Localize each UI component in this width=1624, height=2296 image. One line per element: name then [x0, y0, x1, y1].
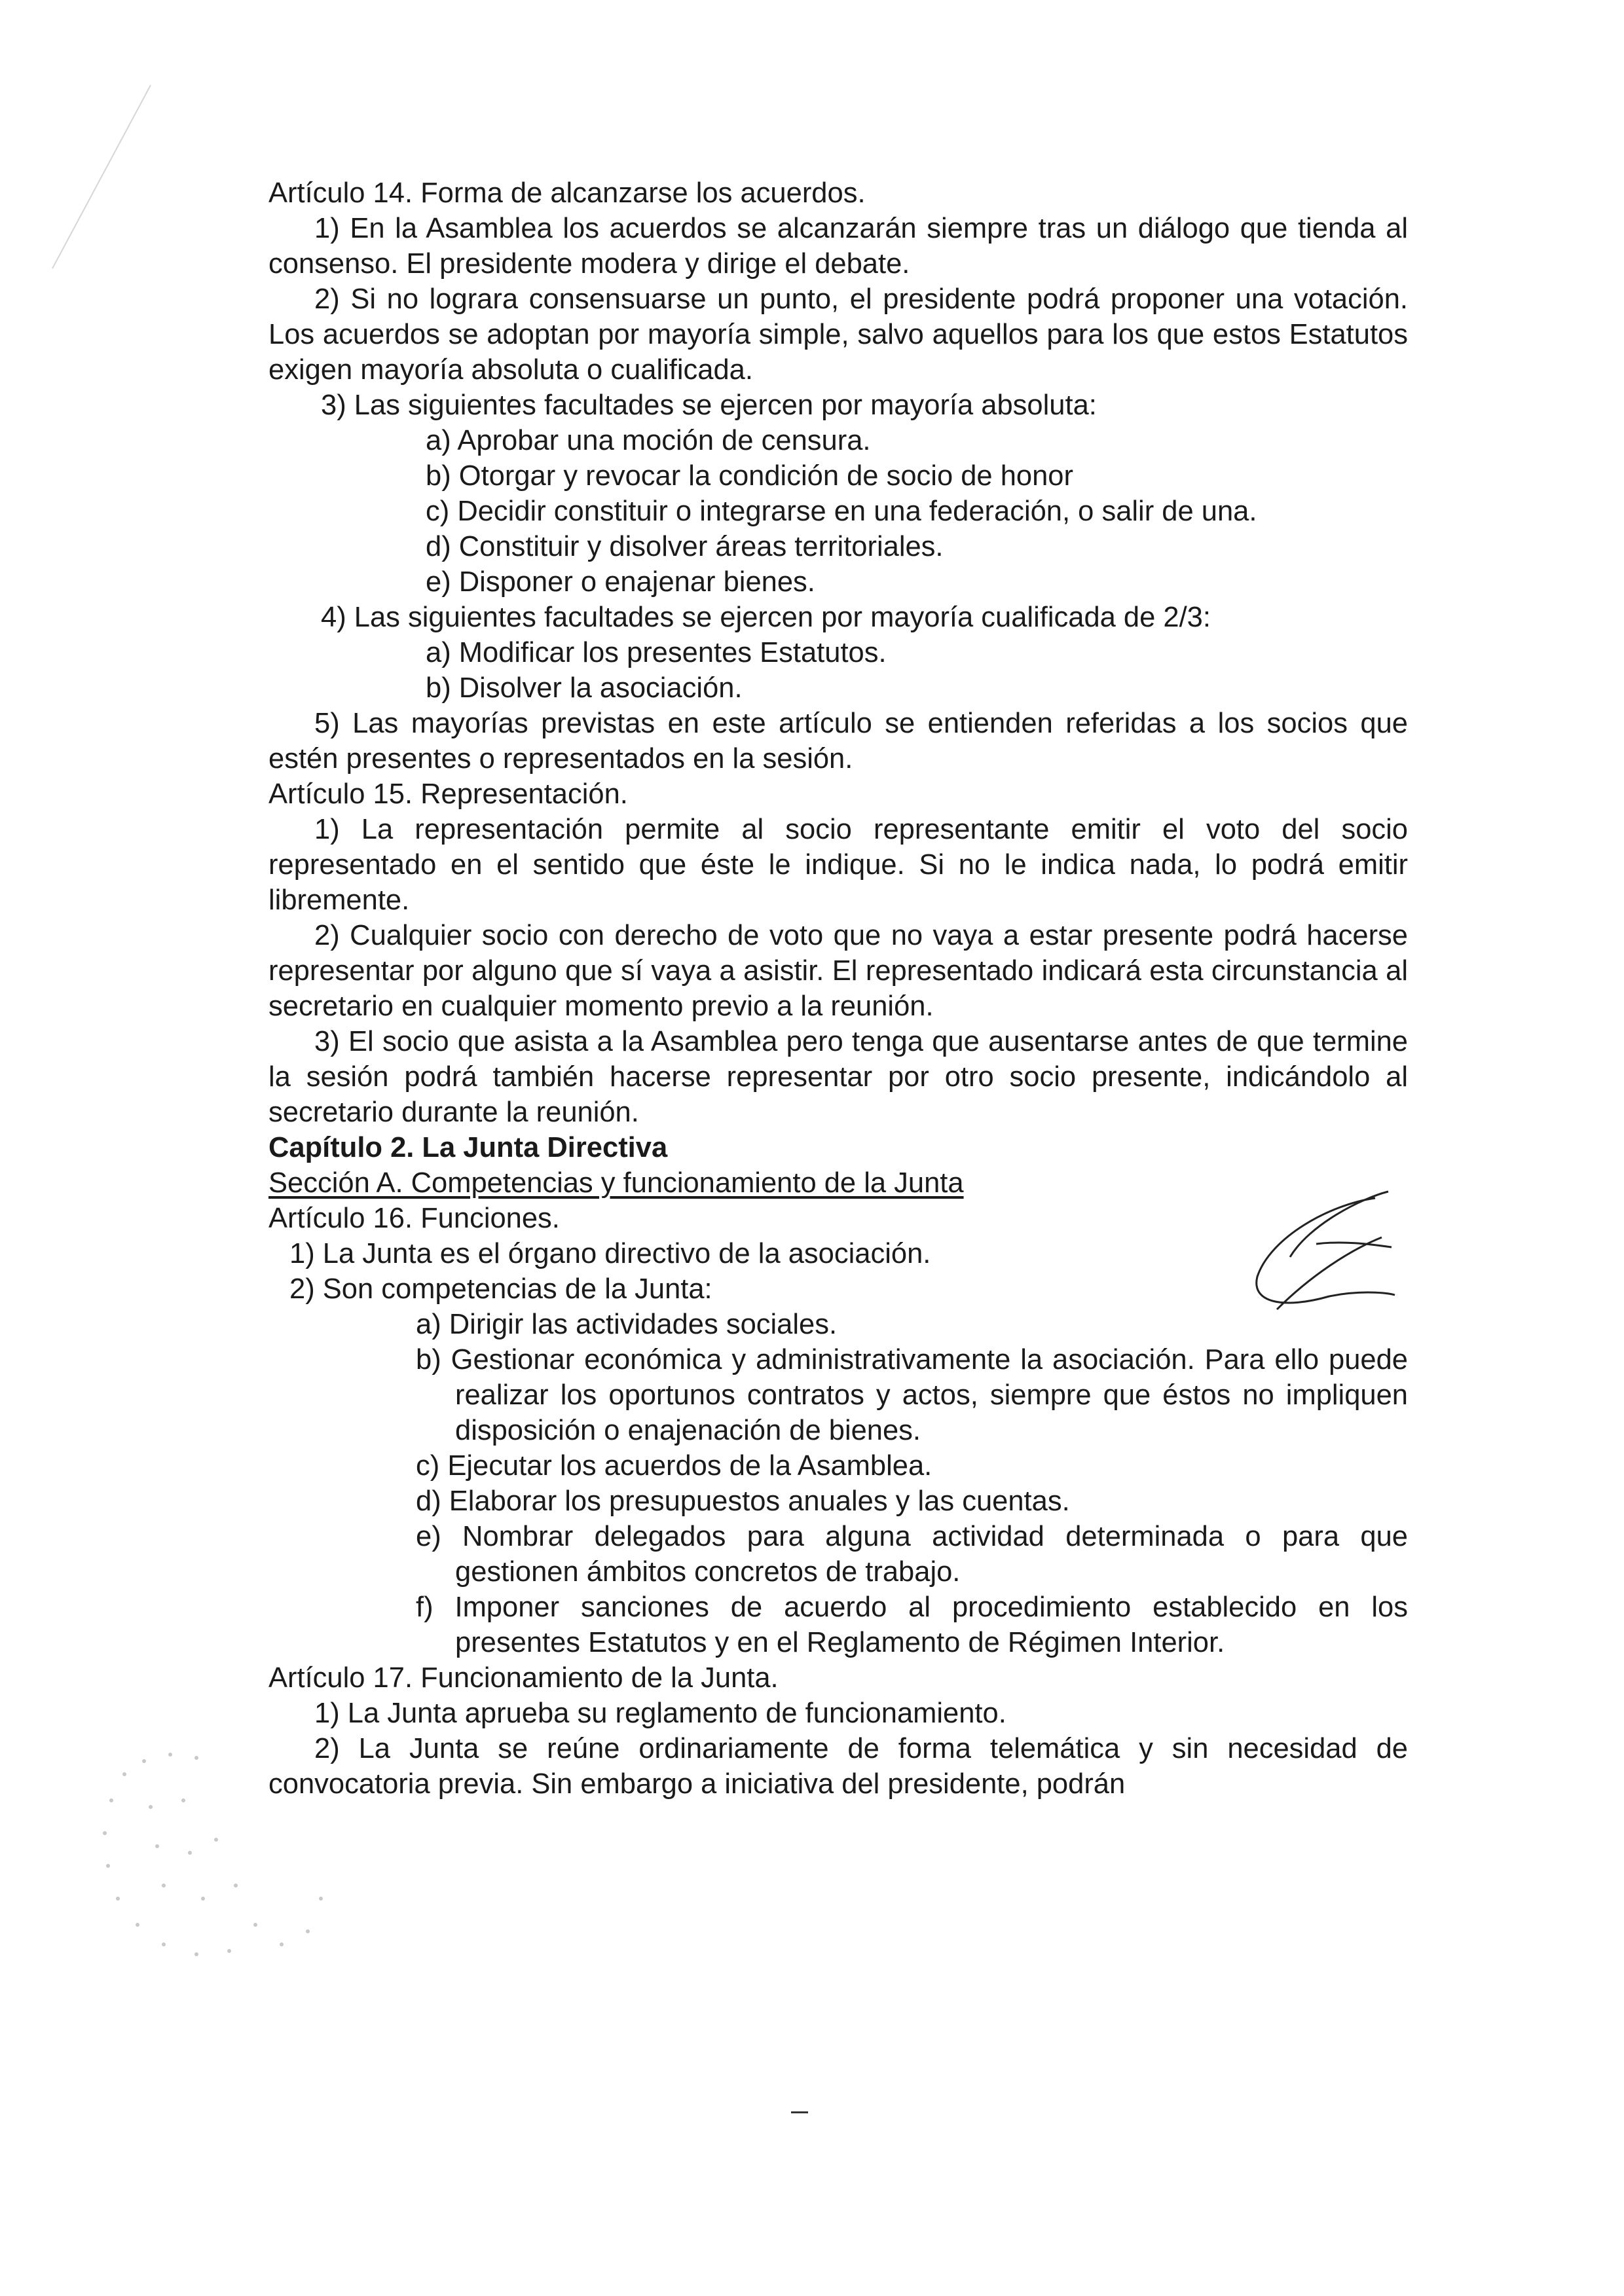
article-16-paragraph-1: 1) La Junta es el órgano directivo de la asociación. — [289, 1238, 931, 1269]
faded-stamp — [85, 1735, 360, 1997]
article-14-paragraph-1: 1) En la Asamblea los acuerdos se alcanzarán siempre tras un diálogo que tienda al consenso. El presidente modera y dirige el debate. — [268, 213, 1408, 280]
article-15-title: Artículo 15. Representación. — [268, 778, 628, 810]
list-item: c) Decidir constituir o integrarse en una federación, o salir de una. — [426, 496, 1257, 527]
article-14-paragraph-3: 3) Las siguientes facultades se ejercen por mayoría absoluta: — [321, 390, 1097, 421]
article-14-paragraph-4: 4) Las siguientes facultades se ejercen por mayoría cualificada de 2/3: — [321, 602, 1211, 633]
page-number-dash — [791, 2111, 808, 2113]
list-item: b) Otorgar y revocar la condición de socio de honor — [426, 460, 1073, 492]
article-16-title: Artículo 16. Funciones. — [268, 1203, 560, 1234]
document-body — [268, 175, 1408, 1802]
article-17-title: Artículo 17. Funcionamiento de la Junta. — [268, 1662, 779, 1694]
list-item: c) Ejecutar los acuerdos de la Asamblea. — [416, 1450, 932, 1482]
chapter-2-title: Capítulo 2. La Junta Directiva — [268, 1132, 668, 1163]
section-a-title: Sección A. Competencias y funcionamiento de la Junta — [268, 1167, 964, 1199]
list-item: a) Aprobar una moción de censura. — [426, 425, 871, 456]
list-item: b) Gestionar económica y administrativamente la asociación. Para ello puede realizar los oportunos contratos y actos, siempre que éstos no impliquen disposición o enajenación de bienes. — [416, 1344, 1408, 1446]
article-17-paragraph-2: 2) La Junta se reúne ordinariamente de forma telemática y sin necesidad de convocatoria previa. Sin embargo a iniciativa del presidente, podrán — [268, 1733, 1408, 1800]
list-item: a) Dirigir las actividades sociales. — [416, 1309, 838, 1340]
article-15-paragraph-3: 3) El socio que asista a la Asamblea pero tenga que ausentarse antes de que termine la sesión podrá también hacerse representar por otro socio presente, indicándolo al secretario durante la reunión. — [268, 1026, 1408, 1128]
article-15-paragraph-1: 1) La representación permite al socio representante emitir el voto del socio representado en el sentido que éste le indique. Si no le indica nada, lo podrá emitir libremente. — [268, 814, 1408, 916]
handwritten-signature — [1231, 1178, 1401, 1336]
article-17-paragraph-1: 1) La Junta aprueba su reglamento de funcionamiento. — [314, 1698, 1006, 1729]
list-item: d) Constituir y disolver áreas territoriales. — [426, 531, 944, 562]
article-14-paragraph-2: 2) Si no lograra consensuarse un punto, el presidente podrá proponer una votación. Los acuerdos se adoptan por mayoría simple, salvo aquellos para los que estos Estatutos exigen mayoría absoluta o cualificada. — [268, 283, 1408, 386]
article-15-paragraph-2: 2) Cualquier socio con derecho de voto que no vaya a estar presente podrá hacerse representar por alguno que sí vaya a asistir. El representado indicará esta circunstancia al secretario en cualquier momento previo a la reunión. — [268, 920, 1408, 1022]
scan-artifact-line — [26, 79, 157, 275]
list-item: f) Imponer sanciones de acuerdo al procedimiento establecido en los presentes Estatutos y en el Reglamento de Régimen Interior. — [416, 1592, 1408, 1658]
list-item: b) Disolver la asociación. — [426, 672, 743, 704]
article-14-title: Artículo 14. Forma de alcanzarse los acuerdos. — [268, 177, 866, 209]
list-item: a) Modificar los presentes Estatutos. — [426, 637, 887, 668]
list-item: e) Nombrar delegados para alguna actividad determinada o para que gestionen ámbitos concretos de trabajo. — [416, 1521, 1408, 1588]
article-14-paragraph-5: 5) Las mayorías previstas en este artículo se entienden referidas a los socios que estén presentes o representados en la sesión. — [268, 708, 1408, 774]
list-item: d) Elaborar los presupuestos anuales y las cuentas. — [416, 1485, 1070, 1517]
article-16-paragraph-2: 2) Son competencias de la Junta: — [289, 1273, 712, 1305]
list-item: e) Disponer o enajenar bienes. — [426, 566, 815, 598]
